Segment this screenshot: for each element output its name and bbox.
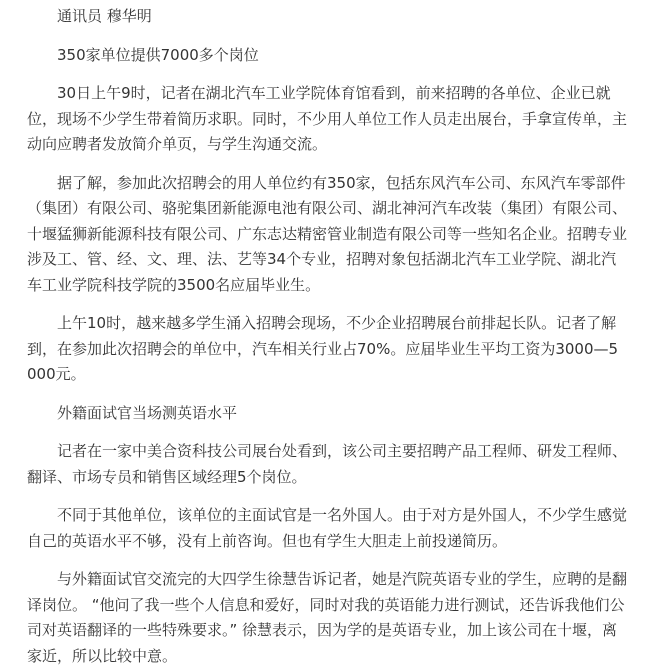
section-2-heading: 外籍面试官当场测英语水平 xyxy=(57,403,238,422)
paragraph: 上午10时，越来越多学生涌入招聘会现场，不少企业招聘展台前排起长队。记者了解到，在参加此次招聘会的单位中，汽车相关行业占70%。应届毕业生平均工资为3000—5000元。 xyxy=(27,314,619,383)
section-1-heading: 350家单位提供7000多个岗位 xyxy=(57,45,259,64)
paragraph: 不同于其他单位，该单位的主面试官是一名外国人。由于对方是外国人，不少学生感觉自己的英语水平不够，没有上前咨询。但也有学生大胆走上前投递简历。 xyxy=(27,506,628,550)
paragraph: 记者在一家中美合资科技公司展台处看到，该公司主要招聘产品工程师、研发工程师、翻译、市场专员和销售区域经理5个岗位。 xyxy=(27,442,628,486)
byline: 通讯员 穆华明 xyxy=(57,7,152,25)
paragraph: 据了解，参加此次招聘会的用人单位约有350家，包括东风汽车公司、东风汽车零部件（集团）有限公司、骆驼集团新能源电池有限公司、湖北神河汽车改装（集团）有限公司、十堰猛狮新能源科技有限公司、广东志达精密管业制造有限公司等一些知名企业。招聘专业涉及工、管、经、文、理、法、艺等34个专业，招聘对象包括湖北汽车工业学院、湖北汽车工业学院科技学院的3500名应届毕业生。 xyxy=(27,173,628,294)
paragraph: 与外籍面试官交流完的大四学生徐慧告诉记者，她是汽院英语专业的学生，应聘的是翻译岗位。 “他问了我一些个人信息和爱好，同时对我的英语能力进行测试，还告诉我他们公司对英语翻译的一些特殊要求。” 徐慧表示，因为学的是英语专业，加上该公司在十堰，离家近，所以比较中意。 xyxy=(27,570,628,665)
paragraph: 30日上午9时，记者在湖北汽车工业学院体育馆看到，前来招聘的各单位、企业已就位，现场不少学生带着简历求职。同时，不少用人单位工作人员走出展台，手拿宣传单，主动向应聘者发放简介单页，与学生沟通交流。 xyxy=(27,84,628,153)
